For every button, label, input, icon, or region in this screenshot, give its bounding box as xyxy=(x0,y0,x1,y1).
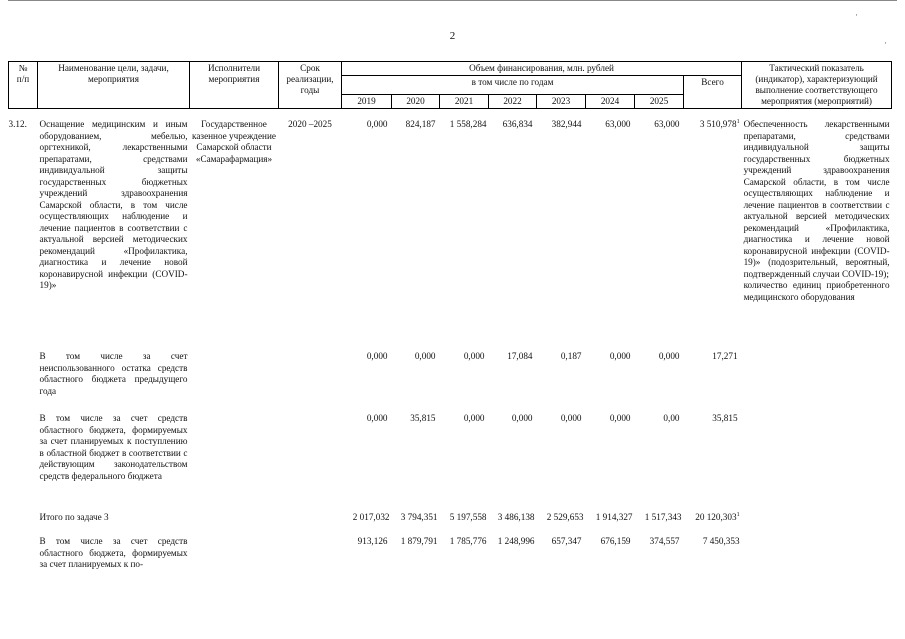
value-2025: 0,000 xyxy=(658,351,680,361)
value-2024: 63,000 xyxy=(605,119,631,129)
row-indicator: Обеспеченность лекарственными препаратами, средствами индивидуальной защиты государственных бюджетных учреждений здравоохранения Самарской области, в том числе осуществляющих наблюдение и лечение пациентов в соответствии с актуальной версией методических рекомендаций «Профилактика, диагностика и лечение новой коронавирусной инфекции (COVID-19)» (подозрительный, вероятный, подтвержденный случаи COVID-19); количество единиц приобретенного медицинского оборудования xyxy=(743,119,890,302)
value-2020: 824,187 xyxy=(405,119,436,129)
value-2021: 5 197,558 xyxy=(449,512,487,522)
col-header-term: Срок реализации, годы xyxy=(279,62,342,109)
value-2020: 1 879,791 xyxy=(400,536,438,546)
financing-table xyxy=(8,61,892,576)
value-2025: 1 517,343 xyxy=(644,512,682,522)
table-row xyxy=(9,413,892,512)
col-header-number: № п/п xyxy=(9,62,38,109)
value-2022: 636,834 xyxy=(502,119,533,129)
value-2019: 2 017,032 xyxy=(352,512,390,522)
footnote-mark: 1 xyxy=(736,512,740,518)
value-2019: 0,000 xyxy=(366,351,388,361)
row-name: В том числе за счет средств областного бюджета, формируемых за счет планируемых к поступлению в областной бюджет в соответствии с действующим законодательством средств федерального бюджета xyxy=(39,413,188,481)
top-border-line xyxy=(8,0,897,2)
footnote-mark: 1 xyxy=(736,119,740,125)
value-2024: 0,000 xyxy=(609,351,631,361)
value-2022: 3 486,138 xyxy=(497,512,535,522)
total-text: 3 510,978 xyxy=(699,119,737,129)
value-2023: 2 529,653 xyxy=(546,512,584,522)
value-2021: 0,000 xyxy=(463,351,485,361)
col-header-year: 2024 xyxy=(586,95,635,109)
col-header-name: Наименование цели, задачи, мероприятия xyxy=(38,62,190,109)
value-2025: 374,557 xyxy=(649,536,680,546)
value-2021: 1 558,284 xyxy=(449,119,487,129)
value-total: 17,271 xyxy=(712,351,738,361)
col-header-year: 2021 xyxy=(440,95,489,109)
value-2020: 3 794,351 xyxy=(400,512,438,522)
value-2023: 0,187 xyxy=(560,351,582,361)
value-2025: 63,000 xyxy=(654,119,680,129)
col-header-year: 2025 xyxy=(635,95,684,109)
col-header-indicator: Тактический показатель (индикатор), характеризующий выполнение соответствующего мероприятия (мероприятий) xyxy=(742,62,892,109)
col-header-year: 2020 xyxy=(392,95,440,109)
value-2023: 0,000 xyxy=(560,413,582,423)
col-header-year: 2022 xyxy=(489,95,537,109)
table-row xyxy=(9,351,892,413)
value-2024: 676,159 xyxy=(600,536,631,546)
scan-speck: · xyxy=(855,10,858,20)
value-2020: 35,815 xyxy=(410,413,436,423)
row-name: Оснащение медицинским и иным оборудованием, мебелью, оргтехникой, лекарственными препаратами, средствами индивидуальной защиты государственных бюджетных учреждений здравоохранения Самарской области, в том числе осуществляющих наблюдение и лечение пациентов в соответствии с актуальной версией методических рекомендаций «Профилактика, диагностика и лечение новой коронавирусной инфекции (COVID-19)» xyxy=(39,119,188,290)
scan-speck: · xyxy=(884,38,887,48)
row-name: Итого по задаче 3 xyxy=(39,512,109,522)
value-total xyxy=(684,512,742,536)
col-header-year: 2023 xyxy=(537,95,586,109)
row-term: 2020 –2025 xyxy=(288,119,332,129)
value-2023: 382,944 xyxy=(551,119,582,129)
value-2022: 0,000 xyxy=(511,413,533,423)
row-number: 3.12. xyxy=(8,119,27,129)
value-2021: 1 785,776 xyxy=(449,536,487,546)
table-row xyxy=(9,512,892,536)
value-2019: 0,000 xyxy=(366,119,388,129)
page-number: 2 xyxy=(449,30,456,42)
value-2019: 913,126 xyxy=(357,536,388,546)
col-header-executor: Исполнители мероприятия xyxy=(190,62,279,109)
value-2022: 1 248,996 xyxy=(497,536,535,546)
value-2024: 0,000 xyxy=(609,413,631,423)
value-2019: 0,000 xyxy=(366,413,388,423)
row-name: В том числе за счет неиспользованного остатка средств областного бюджета предыдущего года xyxy=(39,351,188,396)
row-executor: Государственное казенное учреждение Самарской области «Самарафармация» xyxy=(192,119,276,164)
total-text: 20 120,303 xyxy=(695,512,737,522)
value-total: 35,815 xyxy=(712,413,738,423)
col-header-year: 2019 xyxy=(342,95,392,109)
table-row xyxy=(9,536,892,576)
col-header-by-years: в том числе по годам xyxy=(342,76,684,95)
col-header-funding: Объем финансирования, млн. рублей xyxy=(342,62,742,76)
value-2025: 0,00 xyxy=(663,413,680,423)
value-2021: 0,000 xyxy=(463,413,485,423)
col-header-total: Всего xyxy=(684,76,742,109)
value-2023: 657,347 xyxy=(551,536,582,546)
value-2022: 17,084 xyxy=(507,351,533,361)
table-row xyxy=(9,119,892,351)
value-total: 7 450,353 xyxy=(702,536,740,546)
row-name: В том числе за счет средств областного бюджета, формируемых за счет планируемых к по- xyxy=(39,536,188,569)
value-2024: 1 914,327 xyxy=(595,512,633,522)
value-total xyxy=(684,119,742,351)
value-2020: 0,000 xyxy=(414,351,436,361)
